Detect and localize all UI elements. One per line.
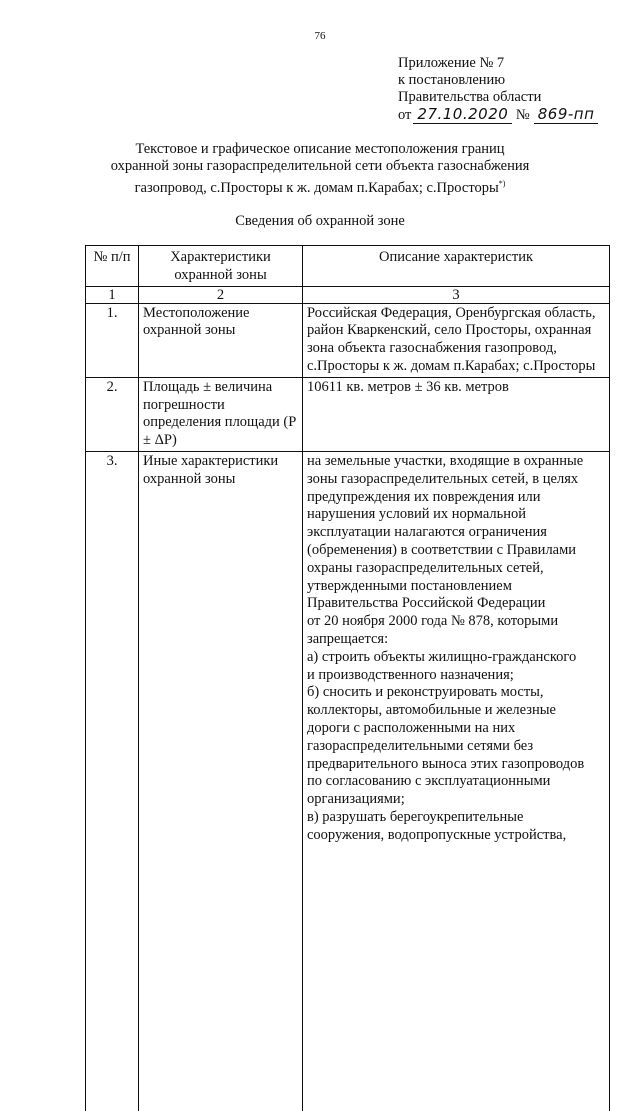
table-row xyxy=(86,377,610,451)
title-line-3: газопровод, с.Просторы к ж. домам п.Карабах; с.Просторы*) xyxy=(134,179,506,196)
page-number: 76 xyxy=(314,30,326,42)
row-3-description-line: дороги с расположенными на них xyxy=(307,719,516,736)
row-3-description-line: предварительного выноса этих газопроводов xyxy=(307,755,585,772)
row-3-description-line: организациями; xyxy=(307,791,405,808)
header-characteristic: Характеристики охранной зоны xyxy=(139,246,303,287)
handwritten-number: 869-пп xyxy=(534,106,599,124)
row-3-characteristic: Иные характеристики охранной зоны xyxy=(139,451,303,1111)
header-num: № п/п xyxy=(86,246,139,287)
column-number-2: 2 xyxy=(139,286,303,303)
row-2-characteristic: Площадь ± величина погрешности определения площади (Р ± ΔР) xyxy=(139,377,303,451)
table-header-row xyxy=(86,246,610,287)
appendix-government: Правительства области xyxy=(398,89,542,105)
number-prefix: № xyxy=(515,107,530,123)
row-1-num: 1. xyxy=(86,303,139,377)
row-3-num: 3. xyxy=(86,451,139,1111)
row-2-num: 2. xyxy=(86,377,139,451)
row-3-description-line: газораспределительными сетями без xyxy=(307,737,534,754)
row-3-description-line: от 20 ноября 2000 года № 878, которыми xyxy=(307,613,559,630)
column-number-3: 3 xyxy=(303,286,610,303)
appendix-title: Приложение № 7 xyxy=(398,55,505,71)
title-line-1: Текстовое и графическое описание местоположения границ xyxy=(135,141,505,157)
row-1-characteristic: Местоположение охранной зоны xyxy=(139,303,303,377)
row-3-description-line: запрещается: xyxy=(307,630,389,647)
footnote-mark: *) xyxy=(498,179,506,188)
row-3-description-line: (обременения) в соответствии с Правилами xyxy=(307,541,577,558)
document-title xyxy=(90,141,550,197)
row-3-description-line: Правительства Российской Федерации xyxy=(307,595,546,612)
row-3-description-line: зоны газораспределительных сетей, в целях xyxy=(307,470,579,487)
row-1-description: Российская Федерация, Оренбургская область, район Кваркенский, село Просторы, охранная зона объекта газоснабжения газопровод, с.Просторы к ж. домам п.Карабах; с.Просторы xyxy=(303,303,610,377)
row-3-description-line: утвержденными постановлением xyxy=(307,577,512,594)
row-3-description xyxy=(303,451,610,1111)
handwritten-date: 27.10.2020 xyxy=(413,106,512,124)
column-number-row xyxy=(86,286,610,303)
row-3-description-line: сооружения, водопропускные устройства, xyxy=(307,826,567,843)
row-3-description-line: в) разрушать берегоукрепительные xyxy=(307,808,524,825)
appendix-date-number xyxy=(398,106,598,124)
row-3-description-line: а) строить объекты жилищно-гражданского xyxy=(307,648,577,665)
row-3-description-line: нарушения условий их нормальной xyxy=(307,506,527,523)
appendix-block xyxy=(398,55,598,124)
row-3-description-line: охраны газораспределительных сетей, xyxy=(307,559,544,576)
row-3-description-line: и производственного назначения; xyxy=(307,666,514,683)
row-3-description-line: эксплуатации налагаются ограничения xyxy=(307,524,547,541)
from-prefix: от xyxy=(398,107,412,123)
table-row xyxy=(86,303,610,377)
title-line-2: охранной зоны газораспределительной сети объекта газоснабжения xyxy=(110,158,530,174)
row-3-description-line: предупреждения их повреждения или xyxy=(307,488,541,505)
section-title: Сведения об охранной зоне xyxy=(235,213,405,229)
row-3-description-line: коллекторы, автомобильные и железные xyxy=(307,702,556,719)
column-number-1: 1 xyxy=(86,286,139,303)
header-description: Описание характеристик xyxy=(303,246,610,287)
row-3-description-line: на земельные участки, входящие в охранные xyxy=(307,452,584,469)
row-3-description-line: б) сносить и реконструировать мосты, xyxy=(307,684,544,701)
table-row xyxy=(86,451,610,1111)
appendix-resolution: к постановлению xyxy=(398,72,506,88)
row-3-description-line: по согласованию с эксплуатационными xyxy=(307,773,551,790)
row-2-description: 10611 кв. метров ± 36 кв. метров xyxy=(303,377,610,451)
protection-zone-table xyxy=(85,245,610,1111)
